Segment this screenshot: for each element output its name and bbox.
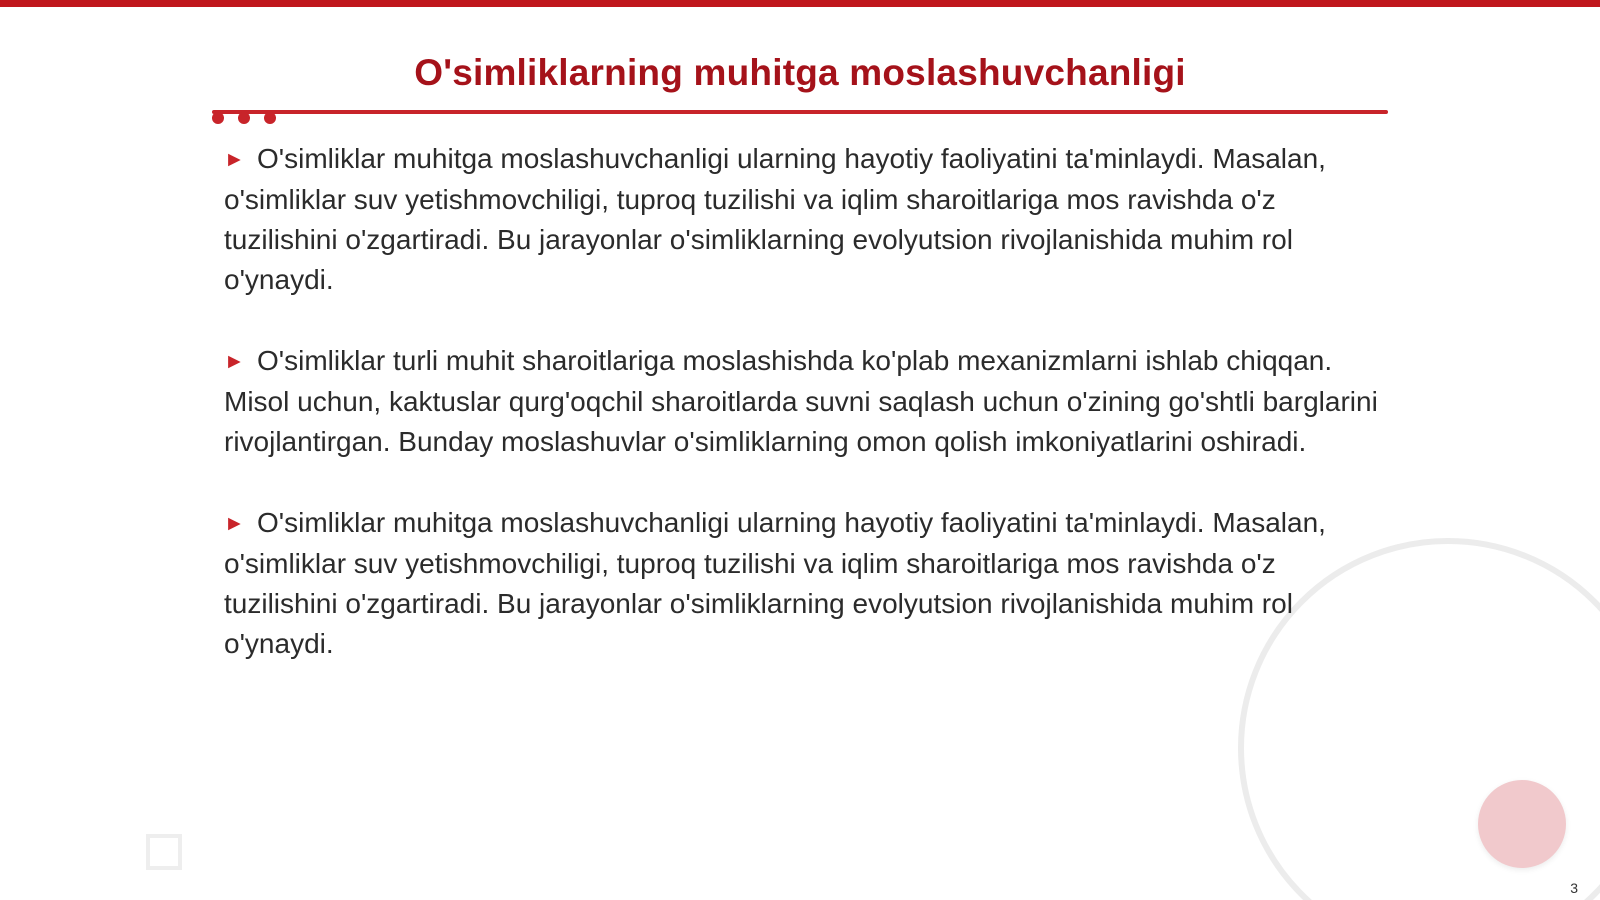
bullet-text: O'simliklar muhitga moslashuvchanligi ularning hayotiy faoliyatini ta'minlaydi. Masalan, o'simliklar suv yetishmovchiligi, tuproq tuzilishi va iqlim sharoitlariga mos ravishda o'z tuzilishini o'zgartiradi. Bu jarayonlar o'simliklarning evolyutsion rivojlanishida muhim rol o'ynaydi.	[224, 507, 1326, 659]
bullet-list	[224, 139, 1384, 705]
triangle-bullet-icon: ►	[224, 512, 245, 535]
decorative-circle	[1478, 780, 1566, 868]
slide-title: O'simliklarning muhitga moslashuvchanligi	[414, 52, 1186, 93]
bullet-item	[224, 139, 1384, 300]
decorative-dot	[238, 112, 250, 124]
decorative-dot	[264, 112, 276, 124]
bullet-text: O'simliklar turli muhit sharoitlariga moslashishda ko'plab mexanizmlarni ishlab chiqqan. Misol uchun, kaktuslar qurg'oqchil sharoitlarda suvni saqlash uchun o'zining go'shtli barglarini rivojlantirgan. Bunday moslashuvlar o'simliklarning omon qolish imkoniyatlarini oshiradi.	[224, 345, 1378, 457]
triangle-bullet-icon: ►	[224, 148, 245, 171]
title-underline	[212, 110, 1388, 114]
decorative-square	[146, 834, 182, 870]
page-number: 3	[1570, 880, 1578, 896]
top-accent-bar	[0, 0, 1600, 7]
bullet-item	[224, 503, 1384, 664]
bullet-item	[224, 341, 1384, 462]
decorative-dot	[212, 112, 224, 124]
triangle-bullet-icon: ►	[224, 350, 245, 373]
bullet-text: O'simliklar muhitga moslashuvchanligi ularning hayotiy faoliyatini ta'minlaydi. Masalan, o'simliklar suv yetishmovchiligi, tuproq tuzilishi va iqlim sharoitlariga mos ravishda o'z tuzilishini o'zgartiradi. Bu jarayonlar o'simliklarning evolyutsion rivojlanishida muhim rol o'ynaydi.	[224, 143, 1326, 295]
